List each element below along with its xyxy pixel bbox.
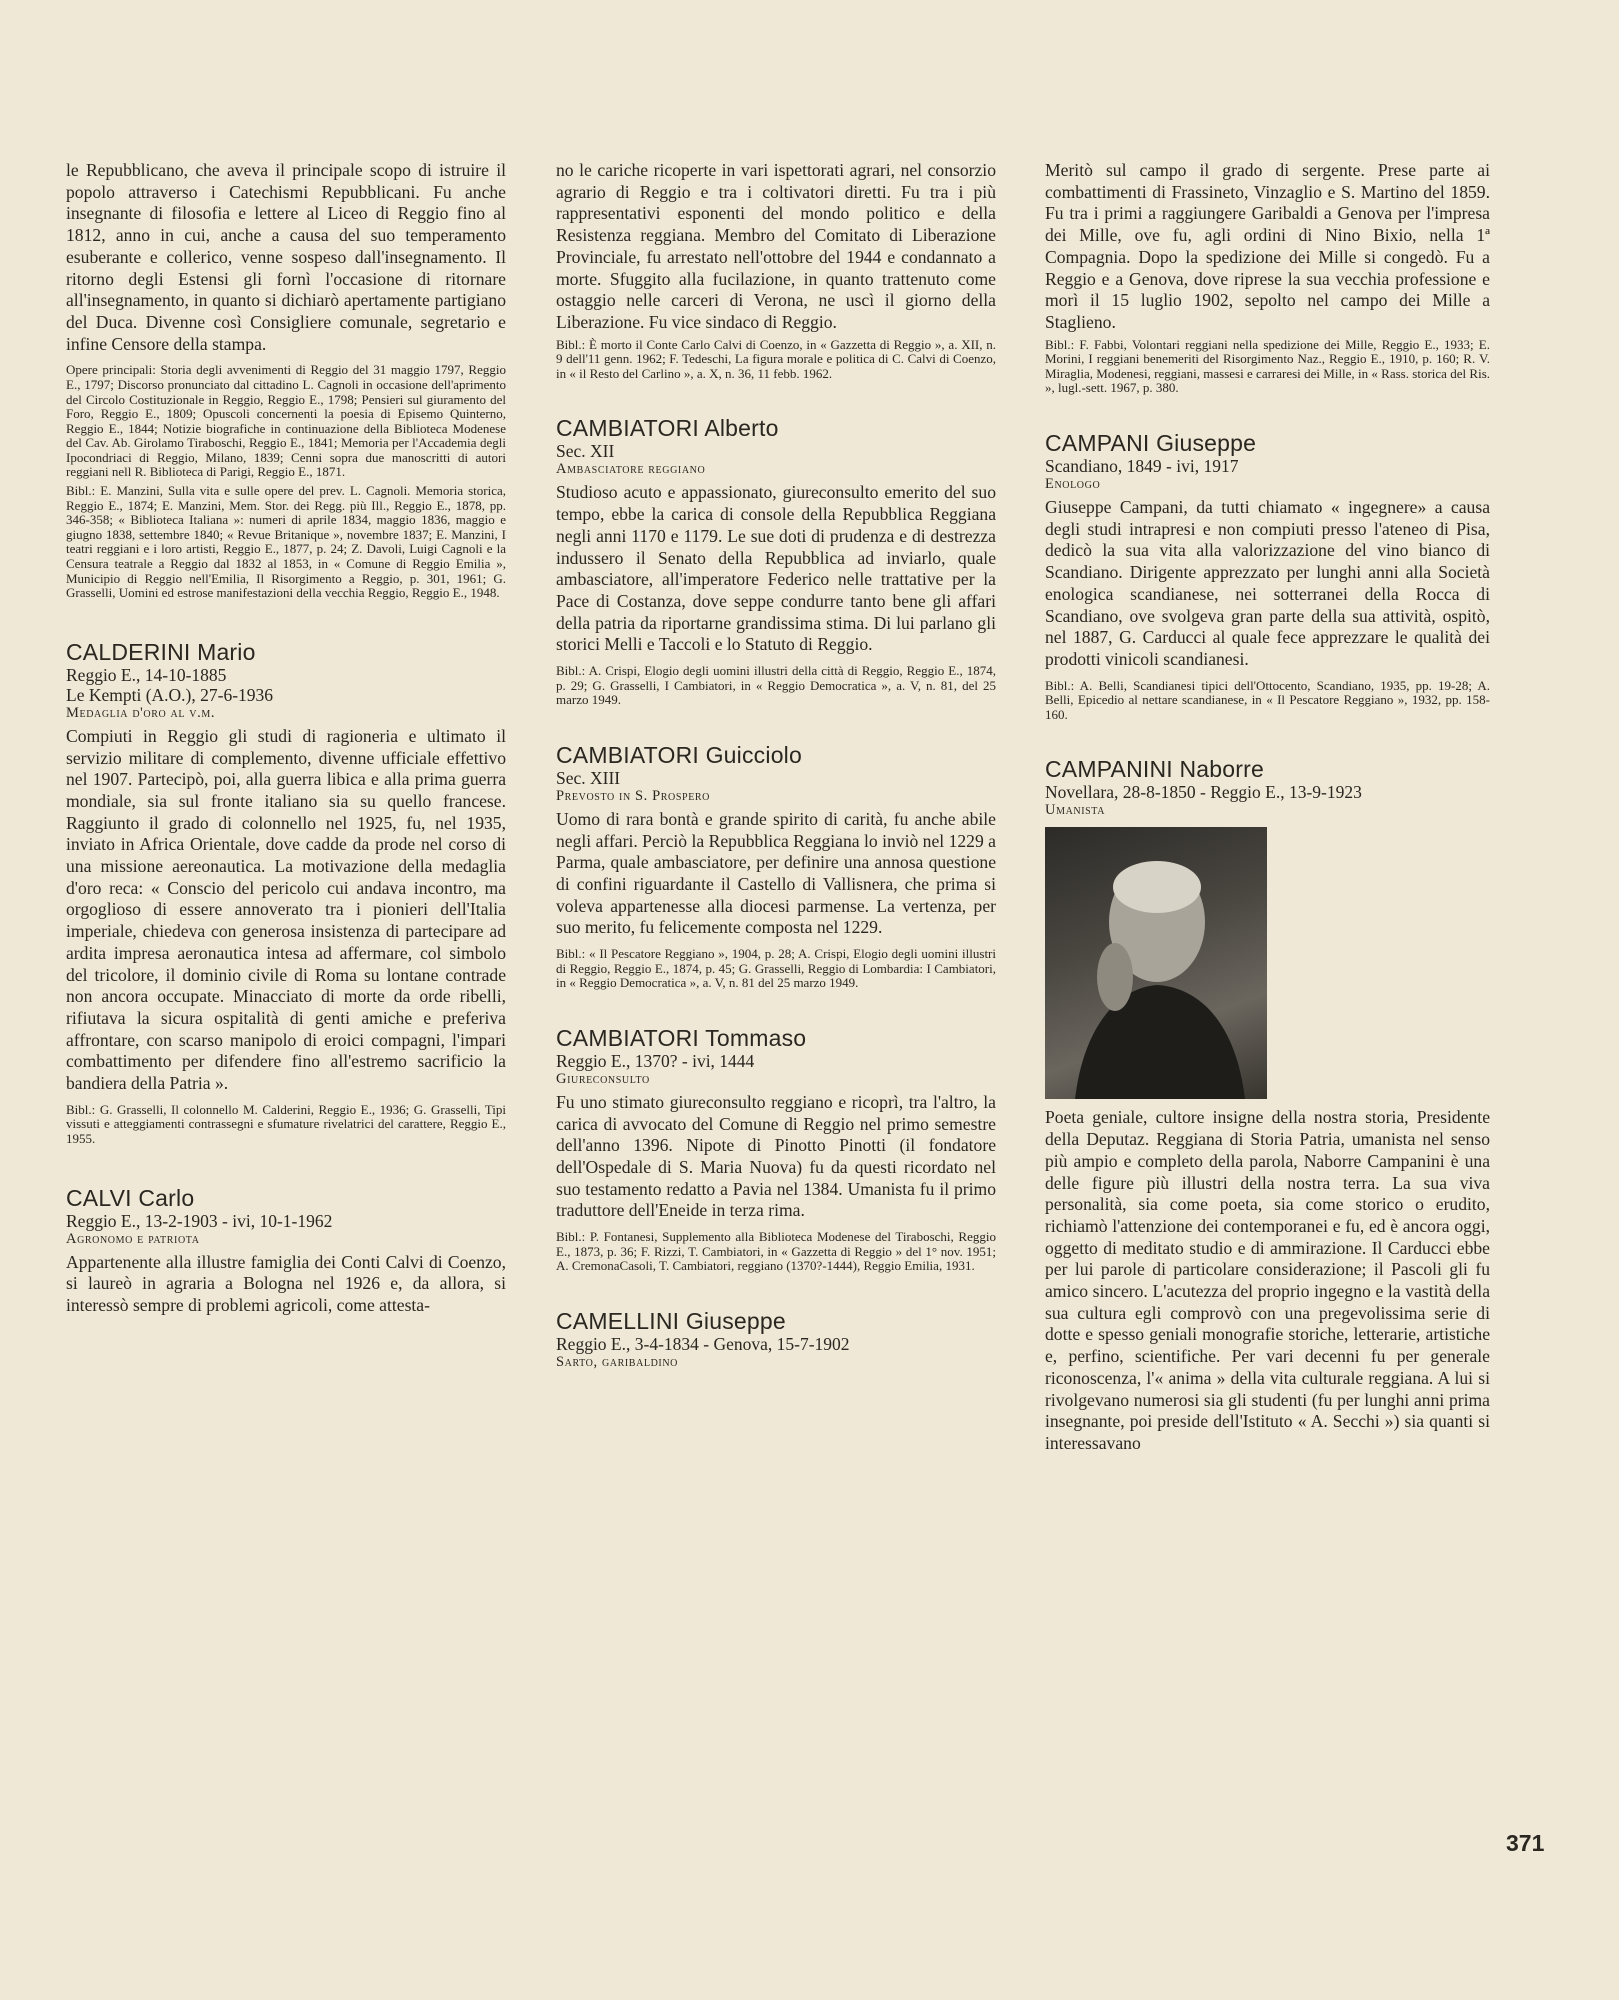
entry-bibliography: Bibl.: P. Fontanesi, Supplemento alla Biblioteca Modenese del Tiraboschi, Reggio E., 1873, p. 36; F. Rizzi, T. Cambiatori, in « Gazzetta di Reggio » del 1° nov. 1951; A. CremonaCasoli, T. Cambiatori, reggiano (1370?-1444), Reggio Emilia, 1931. [556,1229,996,1274]
page-number: 371 [1506,1830,1545,1856]
entry-name: CAMELLINI Giuseppe [556,1307,786,1334]
entry-name: CALVI Carlo [66,1184,195,1211]
continued-entry-text: no le cariche ricoperte in vari ispettorati agrari, nel consorzio agrario di Reggio e tra i coltivatori diretti. Fu tra i più rappresentativi esponenti del mondo politico e della Resistenza reggiana. Membro del Comitato di Liberazione Provinciale, fu arrestato nell'ottobre del 1944 e condannato a morte. Sfuggito alla fucilazione, in quanto trattenuto come ostaggio nelle carceri di Verona, ne uscì il giorno della Liberazione. Fu vice sindaco di Reggio. [556,160,996,332]
entry-name: CAMPANINI Naborre [1045,756,1264,783]
works-list: Opere principali: Storia degli avvenimenti di Reggio del 31 maggio 1797, Reggio E., 1797; Discorso pronunciato dal cittadino L. Cagnoli in occasione dell'aprimento del Circolo Costituzionale in Reggio, Reggio E., 1798; Pensieri sul giuramento del Foro, Reggio E., 1809; Opuscoli concernenti la poesia di Episemo Quinterno, Reggio E., 1844; Notizie biografiche in continuazione della Biblioteca Modenese del Cav. Ab. Girolamo Tiraboschi, Reggio E., 1841; Memoria per l'Accademia degli Ipocondriaci di Reggio, Milano, 1839; Cenni sopra due manoscritti di autori reggiani nell R. Biblioteca di Parigi, Reggio E., 1871. [66,362,506,480]
continued-entry-text: Meritò sul campo il grado di sergente. Prese parte ai combattimenti di Frassineto, Vinzaglio e S. Martino del 1859. Fu tra i primi a raggiungere Garibaldi a Genova per l'impresa dei Mille, ove fu, agli ordini di Nino Bixio, nella 1ª Compagnia. Dopo la spedizione dei Mille si congedò. Fu a Reggio e a Genova, dove riprese la sua vecchia professione e morì il 15 luglio 1902, sepolto nel campo dei Mille a Staglieno. [1045,160,1490,332]
entry-cambiatori-tommaso [556,1025,996,1274]
bibliography: Bibl.: F. Fabbi, Volontari reggiani nella spedizione dei Mille, Reggio E., 1933; E. Morini, I reggiani benemeriti del Risorgimento Naz., Reggio E., 1910, p. 160; R. V. Miraglia, Modenesi, reggiani, massesi e carraresi dei Mille, in « Rass. storica del Ris. », lugl.-sett. 1967, p. 380. [1045,336,1490,396]
entry-profession: Ambasciatore reggiano [556,461,706,478]
entry-text: Compiuti in Reggio gli studi di ragioneria e ultimato il servizio militare di complemento, divenne ufficiale effettivo nel 1907. Partecipò, poi, alla guerra libica e alla prima guerra mondiale, sia sul fronte italiano sia su quello francese. Raggiunto il grado di colonnello nel 1925, fu, nel 1935, inviato in Africa Orientale, dove cadde da prode nel corso di una missione aereonautica. La motivazione della medaglia d'oro reca: « Conscio del pericolo cui andava incontro, ma orgoglioso di essere annoverato tra i pionieri dell'Italia imperiale, chiedeva con generosa insistenza di partecipare ad ardita impresa aeronautica intesa ad affermare, col simbolo del tricolore, il dominio civile di Roma su lontane contrade non ancora occupate. Minacciato di morte da orde ribelli, rifiutava la sicura ospitalità di genti amiche e preferiva affrontare, con scarso manipolo di eroici compagni, l'impari combattimento per difendere fino all'estremo sacrificio la bandiera della Patria ». [66,725,506,1094]
column-right [1045,160,1490,1455]
entry-text: Uomo di rara bontà e grande spirito di carità, fu anche abile negli affari. Perciò la Repubblica Reggiana lo inviò nel 1229 a Parma, quale ambasciatore, per definire una annosa questione di confini riguardante il Castello di Vallisnera, che prima si voleva appartenesse alla diocesi parmense. La vertenza, per suo merito, fu felicemente composta nel 1229. [556,808,996,938]
entry-cambiatori-alberto [556,415,996,707]
column-left [66,160,506,1317]
continued-entry-text: le Repubblicano, che aveva il principale scopo di istruire il popolo attraverso i Catechismi Repubblicani. Fu anche insegnante di filosofia e lettere al Liceo di Reggio fino al 1812, anno in cui, anche a causa del suo temperamento esuberante e collerico, venne sospeso dall'insegnamento. Il ritorno degli Estensi gli fornì l'occasione di ritornare all'insegnamento, in quanto si dichiarò apertamente partigiano del Duca. Divenne così Consigliere comunale, segretario e infine Censore della stampa. [66,160,506,354]
entry-profession: Enologo [1045,476,1101,492]
column-middle [556,160,996,1375]
entry-bibliography: Bibl.: A. Belli, Scandianesi tipici dell'Ottocento, Scandiano, 1935, pp. 19-28; A. Belli, Epicedio al nettare scandianese, in « Il Pescatore Reggiano », 1932, pp. 158-160. [1045,677,1490,722]
entry-dates: Reggio E., 13-2-1903 - ivi, 10-1-1962 [66,1210,333,1231]
entry-profession: Medaglia d'oro al v.m. [66,704,216,721]
entry-bibliography: Bibl.: « Il Pescatore Reggiano », 1904, p. 28; A. Crispi, Elogio degli uomini illustri di Reggio, Reggio E., 1874, p. 45; G. Grasselli, Reggio di Lombardia: I Cambiatori, in « Reggio Democratica », a. V, n. 81 del 25 marzo 1949. [556,946,996,991]
entry-name: CAMBIATORI Alberto [556,415,779,442]
entry-text: Appartenente alla illustre famiglia dei Conti Calvi di Coenzo, si laureò in agraria a Bologna nel 1926 e, da allora, si interessò sempre di problemi agricoli, come attesta- [66,1251,506,1315]
entry-dates: Sec. XIII [556,767,621,788]
entry-camellini [556,1308,996,1371]
entry-profession: Sarto, garibaldino [556,1353,678,1370]
entry-campani [1045,430,1490,722]
entry-bibliography: Bibl.: G. Grasselli, Il colonnello M. Calderini, Reggio E., 1936; G. Grasselli, Tipi vissuti e atteggiamenti contrassegni e sfumature rivelatrici del carattere, Reggio E., 1955. [66,1101,506,1146]
entry-dates: Reggio E., 1370? - ivi, 1444 [556,1050,755,1071]
entry-profession: Prevosto in S. Prospero [556,787,710,804]
entry-text: Studioso acuto e appassionato, giureconsulto emerito del suo tempo, ebbe la carica di console della Repubblica Reggiana negli anni 1170 e 1179. Le sue doti di prudenza e di destrezza indussero il Senato della Repubblica ad inviarlo, quale ambasciatore, all'imperatore Federico nelle trattative per la Pace di Costanza, dove seppe condurre tanto bene gli affari della patria da riportarne grandissima stima. Di lui parlano gli storici Melli e Taccoli e lo Statuto di Reggio. [556,482,996,655]
entry-calvi [66,1185,506,1317]
entry-dates: Reggio E., 3-4-1834 - Genova, 15-7-1902 [556,1333,850,1354]
entry-name: CAMBIATORI Guicciolo [556,741,802,768]
portrait-silhouette [1045,827,1267,1099]
entry-cambiatori-guicciolo [556,742,996,991]
entry-profession: Agronomo e patriota [66,1230,200,1247]
entry-profession: Giureconsulto [556,1070,650,1087]
entry-calderini [66,639,506,1147]
entry-text: Giuseppe Campani, da tutti chiamato « ingegnere» a causa degli studi intrapresi e non compiuti presso l'ateneo di Pisa, dedicò la sua vita alla valorizzazione del vino bianco di Scandiano. Dirigente apprezzato per lunghi anni alla Società enologica scandianese, nei sotterranei della Rocca di Scandiano, ove svolgeva gran parte della sua attività, ospitò, nel 1887, G. Carducci al quale fece apprezzare le qualità dei prodotti vinicoli scandianesi. [1045,497,1490,669]
entry-campanini [1045,756,1490,1454]
bibliography: Bibl.: E. Manzini, Sulla vita e sulle opere del prev. L. Cagnoli. Memoria storica, Reggio E., 1874; E. Manzini, Mem. Stor. dei Regg. più Ill., Reggio E., 1878, pp. 346-358; « Biblioteca Italiana »: numeri di aprile 1834, maggio 1836, maggio e giugno 1838, settembre 1840; « Revue Britanique », novembre 1837; E. Manzini, I teatri reggiani e i loro artisti, Reggio E., 1877, p. 24; Z. Davoli, Luigi Cagnoli e la Censura teatrale a Reggio dal 1832 al 1853, in « Comune di Reggio Emilia », Municipio di Reggio nell'Emilia, Il Risorgimento a Reggio, p. 301, 1961; G. Grasselli, Uomini ed estrose manifestazioni della vecchia Reggio, Reggio E., 1948. [66,483,506,601]
portrait-photo [1045,827,1267,1099]
entry-death: Le Kempti (A.O.), 27-6-1936 [66,684,274,705]
entry-name: CALDERINI Mario [66,638,256,665]
bibliography: Bibl.: È morto il Conte Carlo Calvi di Coenzo, in « Gazzetta di Reggio », a. XII, n. 9 dell'11 genn. 1962; F. Tedeschi, La figura morale e politica di C. Calvi di Coenzo, in « il Resto del Carlino », a. X, n. 36, 11 febb. 1962. [556,336,996,381]
entry-text: Fu uno stimato giureconsulto reggiano e ricoprì, tra l'altro, la carica di avvocato del Comune di Reggio nel primo semestre dell'anno 1396. Nipote di Pinotto Pinotti (il fondatore dell'Ospedale di S. Maria Nuova) fu da questi ricordato nel suo testamento redatto a Pavia nel 1384. Umanista fu il primo traduttore dell'Eneide in terza rima. [556,1091,996,1221]
entry-birth: Reggio E., 14-10-1885 [66,664,227,685]
entry-dates: Novellara, 28-8-1850 - Reggio E., 13-9-1923 [1045,782,1362,803]
entry-dates: Scandiano, 1849 - ivi, 1917 [1045,456,1239,476]
entry-dates: Sec. XII [556,441,615,462]
entry-name: CAMPANI Giuseppe [1045,430,1257,456]
entry-bibliography: Bibl.: A. Crispi, Elogio degli uomini illustri della città di Reggio, Reggio E., 1874, p. 29; G. Grasselli, I Cambiatori, in « Reggio Democratica », a. V, n. 81, del 25 marzo 1949. [556,663,996,708]
entry-text: Poeta geniale, cultore insigne della nostra storia, Presidente della Deputaz. Reggiana di Storia Patria, umanista nel senso più ampio e completo della parola, Naborre Campanini è una delle figure più illustri della nostra terra. La sua viva personalità, sia come poeta, sia come storico o erudito, richiamò l'attenzione dei contemporanei e fu, ed è ancora oggi, oggetto di meditato studio e di ammirazione. Il Carducci ebbe per lui parole di particolare considerazione; il Pascoli gli fu amico sincero. L'acutezza del proprio ingegno e la vastità della sua cultura egli comprovò con una pregevolissima serie di dotte e spesso geniali monografie storiche, letterarie, artistiche e, perfino, scientifiche. Per vari decenni fu per generale riconoscenza, l'« anima » della vita culturale reggiana. A lui si rivolgevano numerosi sia gli studenti (fu per lunghi anni prima insegnante, poi preside dell'Istituto « A. Secchi ») sia quanti si interessavano [1045,1107,1490,1453]
entry-profession: Umanista [1045,802,1106,819]
entry-name: CAMBIATORI Tommaso [556,1024,807,1051]
